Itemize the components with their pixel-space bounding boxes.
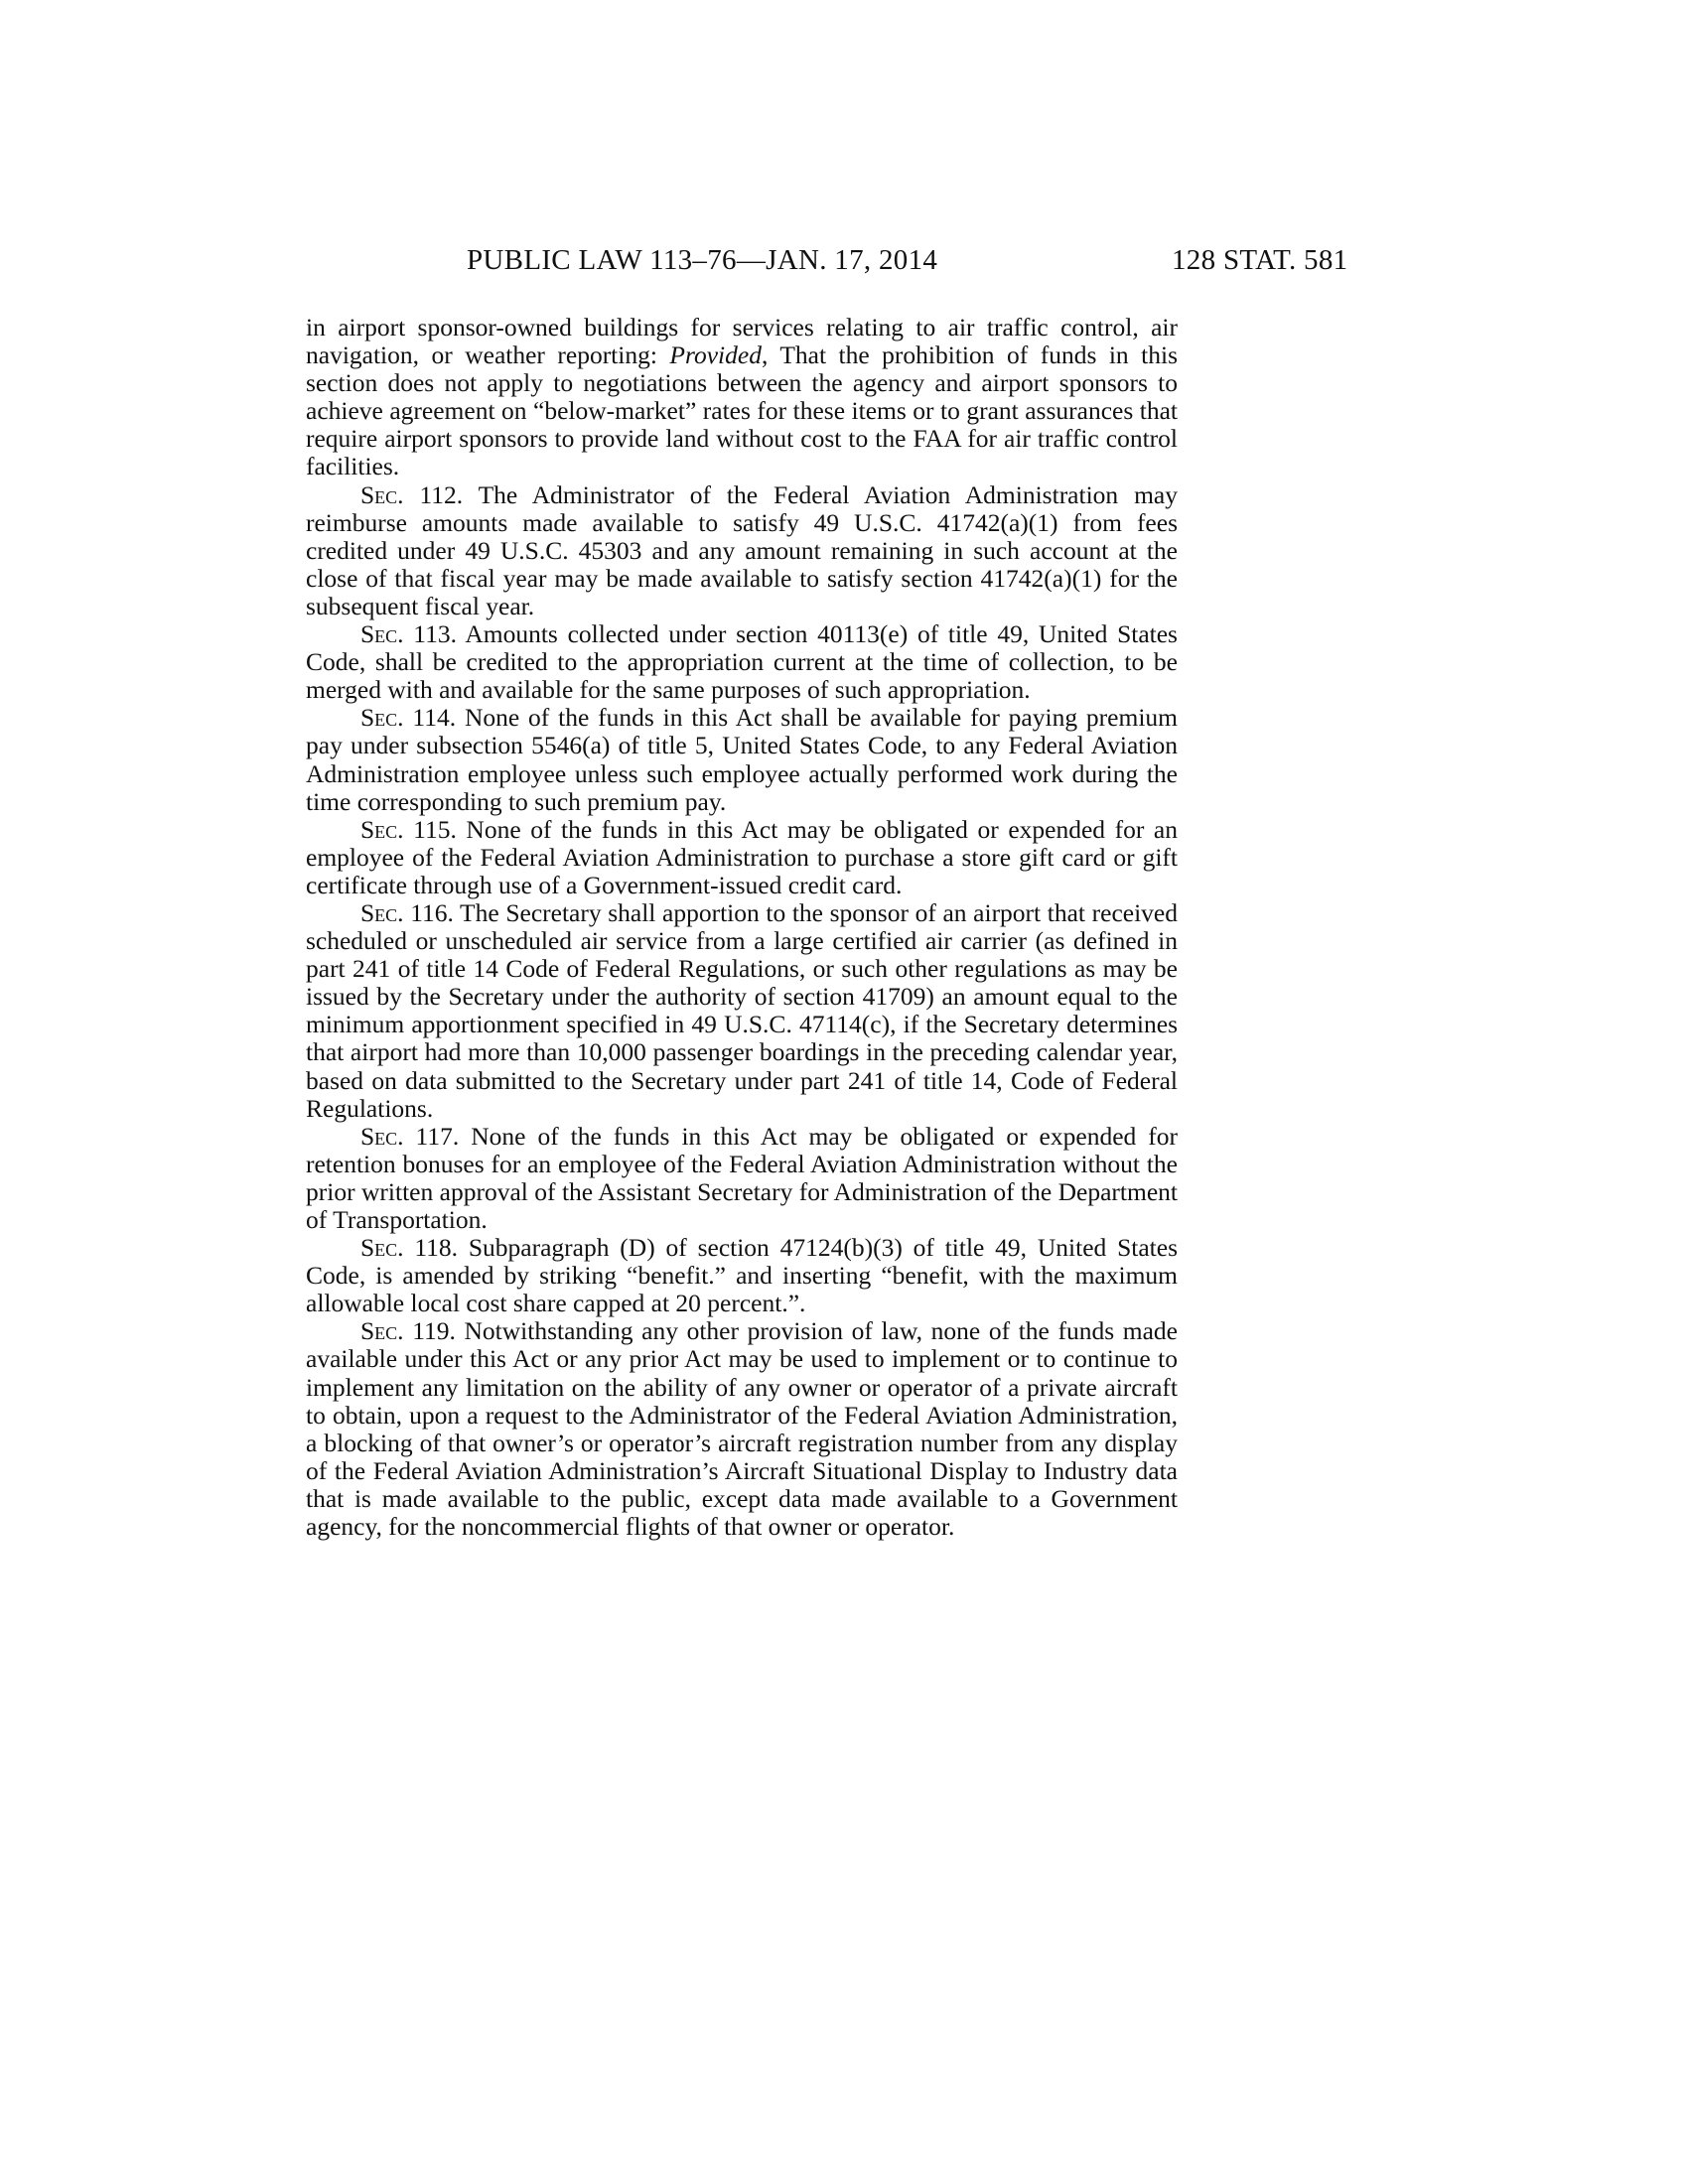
section-115 xyxy=(306,816,1178,899)
running-head-title: PUBLIC LAW 113–76—JAN. 17, 2014 xyxy=(467,244,938,276)
section-text: None of the funds in this Act shall be available for paying premium pay under subsection 5546(a) of title 5, United States Code, to any Federal Aviation Administration employee unless such employee actually performed work during the time corresponding to such premium pay. xyxy=(306,703,1178,816)
section-116 xyxy=(306,899,1178,1123)
section-text: The Administrator of the Federal Aviation Administration may reimburse amounts made available to satisfy 49 U.S.C. 41742(a)(1) from fees credited under 49 U.S.C. 45303 and any amount remaining in such account at the close of that fiscal year may be made available to satisfy section 41742(a)(1) for the subsequent fiscal year. xyxy=(306,479,1178,620)
section-112 xyxy=(306,481,1178,620)
section-label: Sec. 112. xyxy=(360,479,464,509)
section-113 xyxy=(306,620,1178,704)
section-label: Sec. 119. xyxy=(360,1316,456,1346)
page-number: 128 STAT. 581 xyxy=(1172,244,1348,276)
section-label: Sec. 118. xyxy=(360,1233,459,1263)
section-text: None of the funds in this Act may be obligated or expended for an employee of the Federal Aviation Administration to purchase a store gift card or gift certificate through use of a Government-issued credit card. xyxy=(306,814,1178,899)
section-text: The Secretary shall apportion to the sponsor of an airport that received scheduled or unscheduled air service from a large certified air carrier (as defined in part 241 of title 14 Code of Federal Regulations, or such other regulations as may be issued by the Secretary under the authority of section 41709) an amount equal to the minimum apportionment specified in 49 U.S.C. 47114(c), if the Secretary determines that airport had more than 10,000 passenger boardings in the preceding calendar year, based on data submitted to the Secretary under part 241 of title 14, Code of Federal Regulations. xyxy=(306,897,1178,1123)
section-114 xyxy=(306,704,1178,815)
italic-proviso: Provided xyxy=(669,341,762,370)
section-119 xyxy=(306,1317,1178,1541)
section-118 xyxy=(306,1234,1178,1317)
section-text: Amounts collected under section 40113(e) of title 49, United States Code, shall be credited to the appropriation current at the time of collection, to be merged with and available for the same purposes of such appropriation. xyxy=(306,619,1178,705)
section-117 xyxy=(306,1123,1178,1234)
document-body xyxy=(306,314,1178,1541)
section-label: Sec. 117. xyxy=(360,1121,460,1151)
section-text: Notwithstanding any other provision of law, none of the funds made available under this Act or any prior Act may be used to implement or to continue to implement any limitation on the ability of any owner or operator of a private aircraft to obtain, upon a request to the Administrator of the Federal Aviation Administration, a blocking of that owner’s or operator’s aircraft registration number from any display of the Federal Aviation Administration’s Aircraft Situational Display to Industry data that is made available to the public, except data made available to a Government agency, for the noncommercial flights of that owner or operator. xyxy=(306,1316,1178,1542)
page-header xyxy=(0,244,1688,288)
section-label: Sec. 115. xyxy=(360,814,457,844)
section-label: Sec. 114. xyxy=(360,703,457,733)
section-label: Sec. 113. xyxy=(360,619,457,649)
paragraph-text: , That the prohibition of funds in this section does not apply to negotiations between the agency and airport sponsors to achieve agreement on “below-market” rates for these items or to grant assurances that require airport sponsors to provide land without cost to the FAA for air traffic control facilities. xyxy=(306,341,1178,481)
section-text: None of the funds in this Act may be obligated or expended for retention bonuses for an employee of the Federal Aviation Administration without the prior written approval of the Assistant Secretary for Administration of the Department of Transportation. xyxy=(306,1121,1178,1234)
paragraph-text: in airport sponsor-owned buildings for services relating to air traffic control, air navigation, or weather reporting: xyxy=(306,313,1178,370)
section-text: Subparagraph (D) of section 47124(b)(3) of title 49, United States Code, is amended by striking “benefit.” and inserting “benefit, with the maximum allowable local cost share capped at 20 percent.”. xyxy=(306,1233,1178,1318)
paragraph-continuation xyxy=(306,314,1178,481)
section-label: Sec. 116. xyxy=(360,897,454,927)
